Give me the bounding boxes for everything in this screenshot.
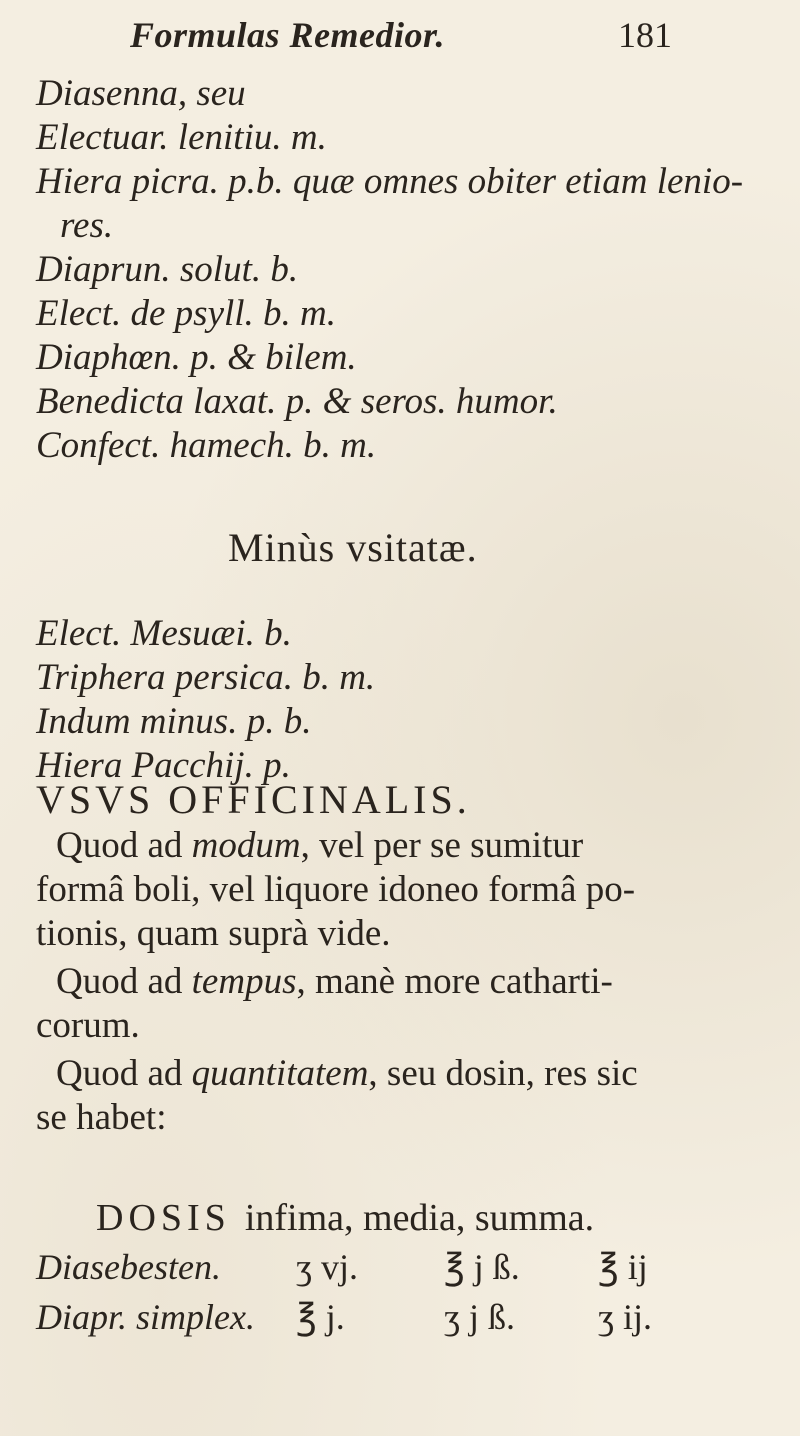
- remedy-line: Elect. Mesuæi. b.: [36, 613, 292, 654]
- dosis-row-name: Diasebesten.: [36, 1247, 221, 1287]
- dosis-infima: ʒ vj.: [296, 1247, 358, 1287]
- dosis-media: ℥ j ß.: [444, 1247, 520, 1287]
- remedy-line: Confect. hamech. b. m.: [36, 425, 377, 466]
- dosis-summa: ℥ ij: [598, 1247, 648, 1287]
- dosis-label: DOSIS: [96, 1197, 231, 1239]
- section-heading: Minùs vsitatæ.: [228, 525, 478, 570]
- dosis-row: [36, 1296, 776, 1346]
- page-number: 181: [618, 15, 672, 55]
- dosis-row: [36, 1246, 776, 1296]
- para-line: Quod ad modum, vel per se sumitur: [56, 825, 584, 866]
- paragraph-modum: [36, 824, 716, 956]
- dosis-header: [96, 1196, 594, 1240]
- remedy-line: Benedicta laxat. p. & seros. humor.: [36, 381, 558, 422]
- remedy-line: Indum minus. p. b.: [36, 701, 312, 742]
- paragraph-quantitatem: [36, 1052, 716, 1140]
- remedy-line: Electuar. lenitiu. m.: [36, 117, 327, 158]
- dosis-infima: ℥ j.: [296, 1297, 345, 1337]
- dosis-row-name: Diapr. simplex.: [36, 1297, 255, 1337]
- para-line: corum.: [36, 1005, 140, 1046]
- para-line: tionis, quam suprà vide.: [36, 913, 391, 954]
- remedy-line: Diaprun. solut. b.: [36, 249, 299, 290]
- running-title: Formulas Remedior.: [130, 15, 446, 55]
- para-line: se habet:: [36, 1097, 167, 1138]
- remedy-line: Hiera picra. p.b. quæ omnes obiter etiam lenio-: [36, 161, 744, 202]
- para-line: Quod ad quantitatem, seu dosin, res sic: [56, 1053, 638, 1094]
- para-line: formâ boli, vel liquore idoneo formâ po-: [36, 869, 636, 910]
- remedy-line: Elect. de psyll. b. m.: [36, 293, 337, 334]
- dosis-columns: infima, media, summa.: [244, 1197, 595, 1239]
- remedy-line: Hiera Pacchij. p.: [36, 745, 291, 786]
- dosis-media: ʒ j ß.: [444, 1297, 515, 1337]
- usus-heading: VSVS OFFICINALIS.: [36, 777, 471, 822]
- remedy-line: Triphera persica. b. m.: [36, 657, 376, 698]
- dosis-summa: ʒ ij.: [598, 1297, 652, 1337]
- paragraph-tempus: [36, 960, 716, 1048]
- remedy-line: Diaphœn. p. & bilem.: [36, 337, 357, 378]
- remedy-line: Diasenna, seu: [36, 73, 246, 114]
- remedy-line: res.: [60, 205, 114, 246]
- para-line: Quod ad tempus, manè more catharti-: [56, 961, 613, 1002]
